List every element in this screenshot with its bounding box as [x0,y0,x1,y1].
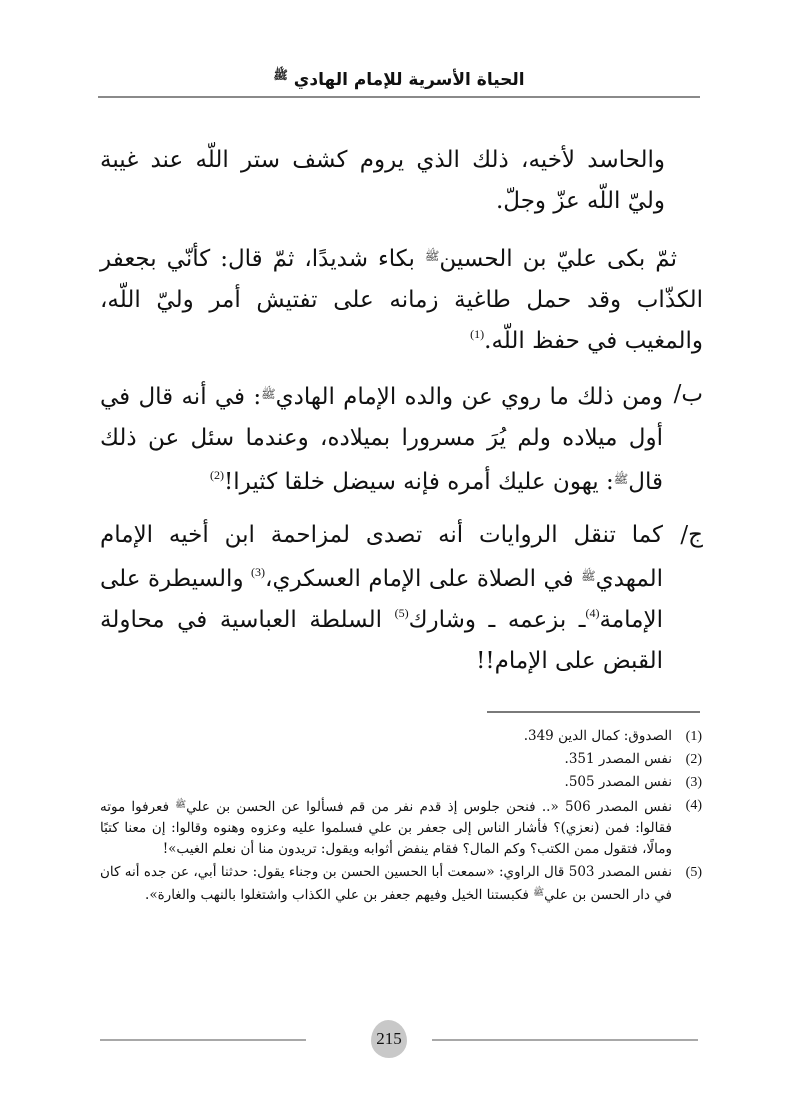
list-marker: ب/ [673,381,703,407]
footnote-ref-5[interactable]: (5) [394,606,409,620]
footnote-number: (1) [685,729,702,744]
footnote-1 [100,726,702,747]
main-text [100,140,703,694]
text-segment: نفس المصدر 503 قال الراوي: «سمعت أبا الحسين الحسن بن وجناء يقول: حدثنا أبي، عن جده أنه كان في دار الحسن بن علي [100,864,672,903]
text-segment: نفس المصدر 506 «.. فنحن جلوس إذ قدم نفر من قم فسألوا عن الحسن بن علي [186,799,672,815]
footnote-4 [100,795,702,860]
footnote-ref-3[interactable]: (3) [251,565,266,579]
footnote-2 [100,749,702,770]
header-rule [98,96,700,98]
list-item-text [100,374,663,503]
paragraph-ali-ibn-husayn [100,236,703,362]
text-segment: والسيطرة على الإمامة [100,566,664,633]
text-segment: في الصلاة على الإمام العسكري، [265,566,574,592]
footer-rule-left [100,1039,306,1041]
paragraph-text: ثمّ بكى عليّ بن الحسين [439,246,677,272]
text-segment: ومن ذلك ما روي عن والده الإمام الهادي [275,384,663,410]
text-segment: السلطة العباسية في محاولة القبض على الإمام!! [100,607,663,674]
honorific-glyph-icon: ﷺ [613,472,629,486]
running-header-title: الحياة الأسرية للإمام الهادي [293,70,525,90]
text-segment: فكبستنا الخيل وفيهم جعفر بن علي الكذاب واشتغلوا بالنهب والغارة». [145,887,529,903]
footnote-3 [100,772,702,793]
honorific-glyph-icon: ﷺ [273,68,288,82]
footnote-text: الصدوق: كمال الدين 349. [523,728,672,744]
list-item-b [100,374,703,503]
footnote-number: (4) [685,798,702,813]
footnote-text [100,862,672,906]
honorific-glyph-icon: ﷺ [175,800,187,810]
paragraph-text: بكاء شديدًا، ثمّ قال: كأنّي بجعفر الكذّاب وقد حمل طاغية زمانه على تفتيش أمر وليّ اللّه، والمغيب في حفظ اللّه. [100,246,703,354]
footer-rule-right [432,1039,698,1041]
paragraph-text: والحاسد لأخيه، ذلك الذي يروم كشف ستر اللّه عند غيبة وليّ اللّه عزّ وجلّ. [100,147,665,214]
honorific-glyph-icon: ﷺ [533,888,545,898]
footnote-number: (2) [685,752,702,767]
running-header [98,62,700,93]
page-number: 215 [371,1020,407,1058]
footnote-ref-2[interactable]: (2) [210,468,225,482]
footnote-number: (3) [685,775,702,790]
list-marker: ج/ [680,522,703,548]
footnote-text [100,795,672,860]
text-segment: كما تنقل الروايات أنه تصدى لمزاحمة ابن أخيه الإمام المهدي [100,522,664,592]
footnote-number: (5) [685,865,702,880]
footnotes [100,726,702,908]
honorific-glyph-icon: ﷺ [581,569,596,583]
paragraph-continuation [100,140,703,222]
list-item-text [100,515,663,682]
honorific-glyph-icon: ﷺ [261,387,276,401]
footnote-text: نفس المصدر 505. [564,774,672,790]
footnote-ref-1[interactable]: (1) [470,327,485,341]
text-segment: فعرفوا موته فقالوا: فمن (نعزي)؟ فأشار الناس إلى جعفر بن علي فسلموا عليه وعزوه وهنوه وقالوا: إن معنا كتبًا ومالًا، فتقول ممن الكتب؟ وكم المال؟ فقام ينفض أثوابه ويقول: تريدون منا أن نعلم الغيب»! [100,799,672,857]
footnote-text: نفس المصدر 351. [564,751,672,767]
text-segment: : يهون عليك أمره فإنه سيضل خلقا كثيرا! [224,469,614,495]
text-segment: : في أنه قال في أول ميلاده ولم يُرَ مسرورا بميلاده، وعندما سئل عن ذلك قال [100,384,663,495]
footnote-5 [100,862,702,906]
text-segment: ـ بزعمه ـ وشارك [408,607,586,633]
footnote-ref-4[interactable]: (4) [585,606,600,620]
list-item-c [100,515,703,682]
footnote-separator [487,711,700,713]
honorific-glyph-icon: ﷺ [424,249,440,263]
